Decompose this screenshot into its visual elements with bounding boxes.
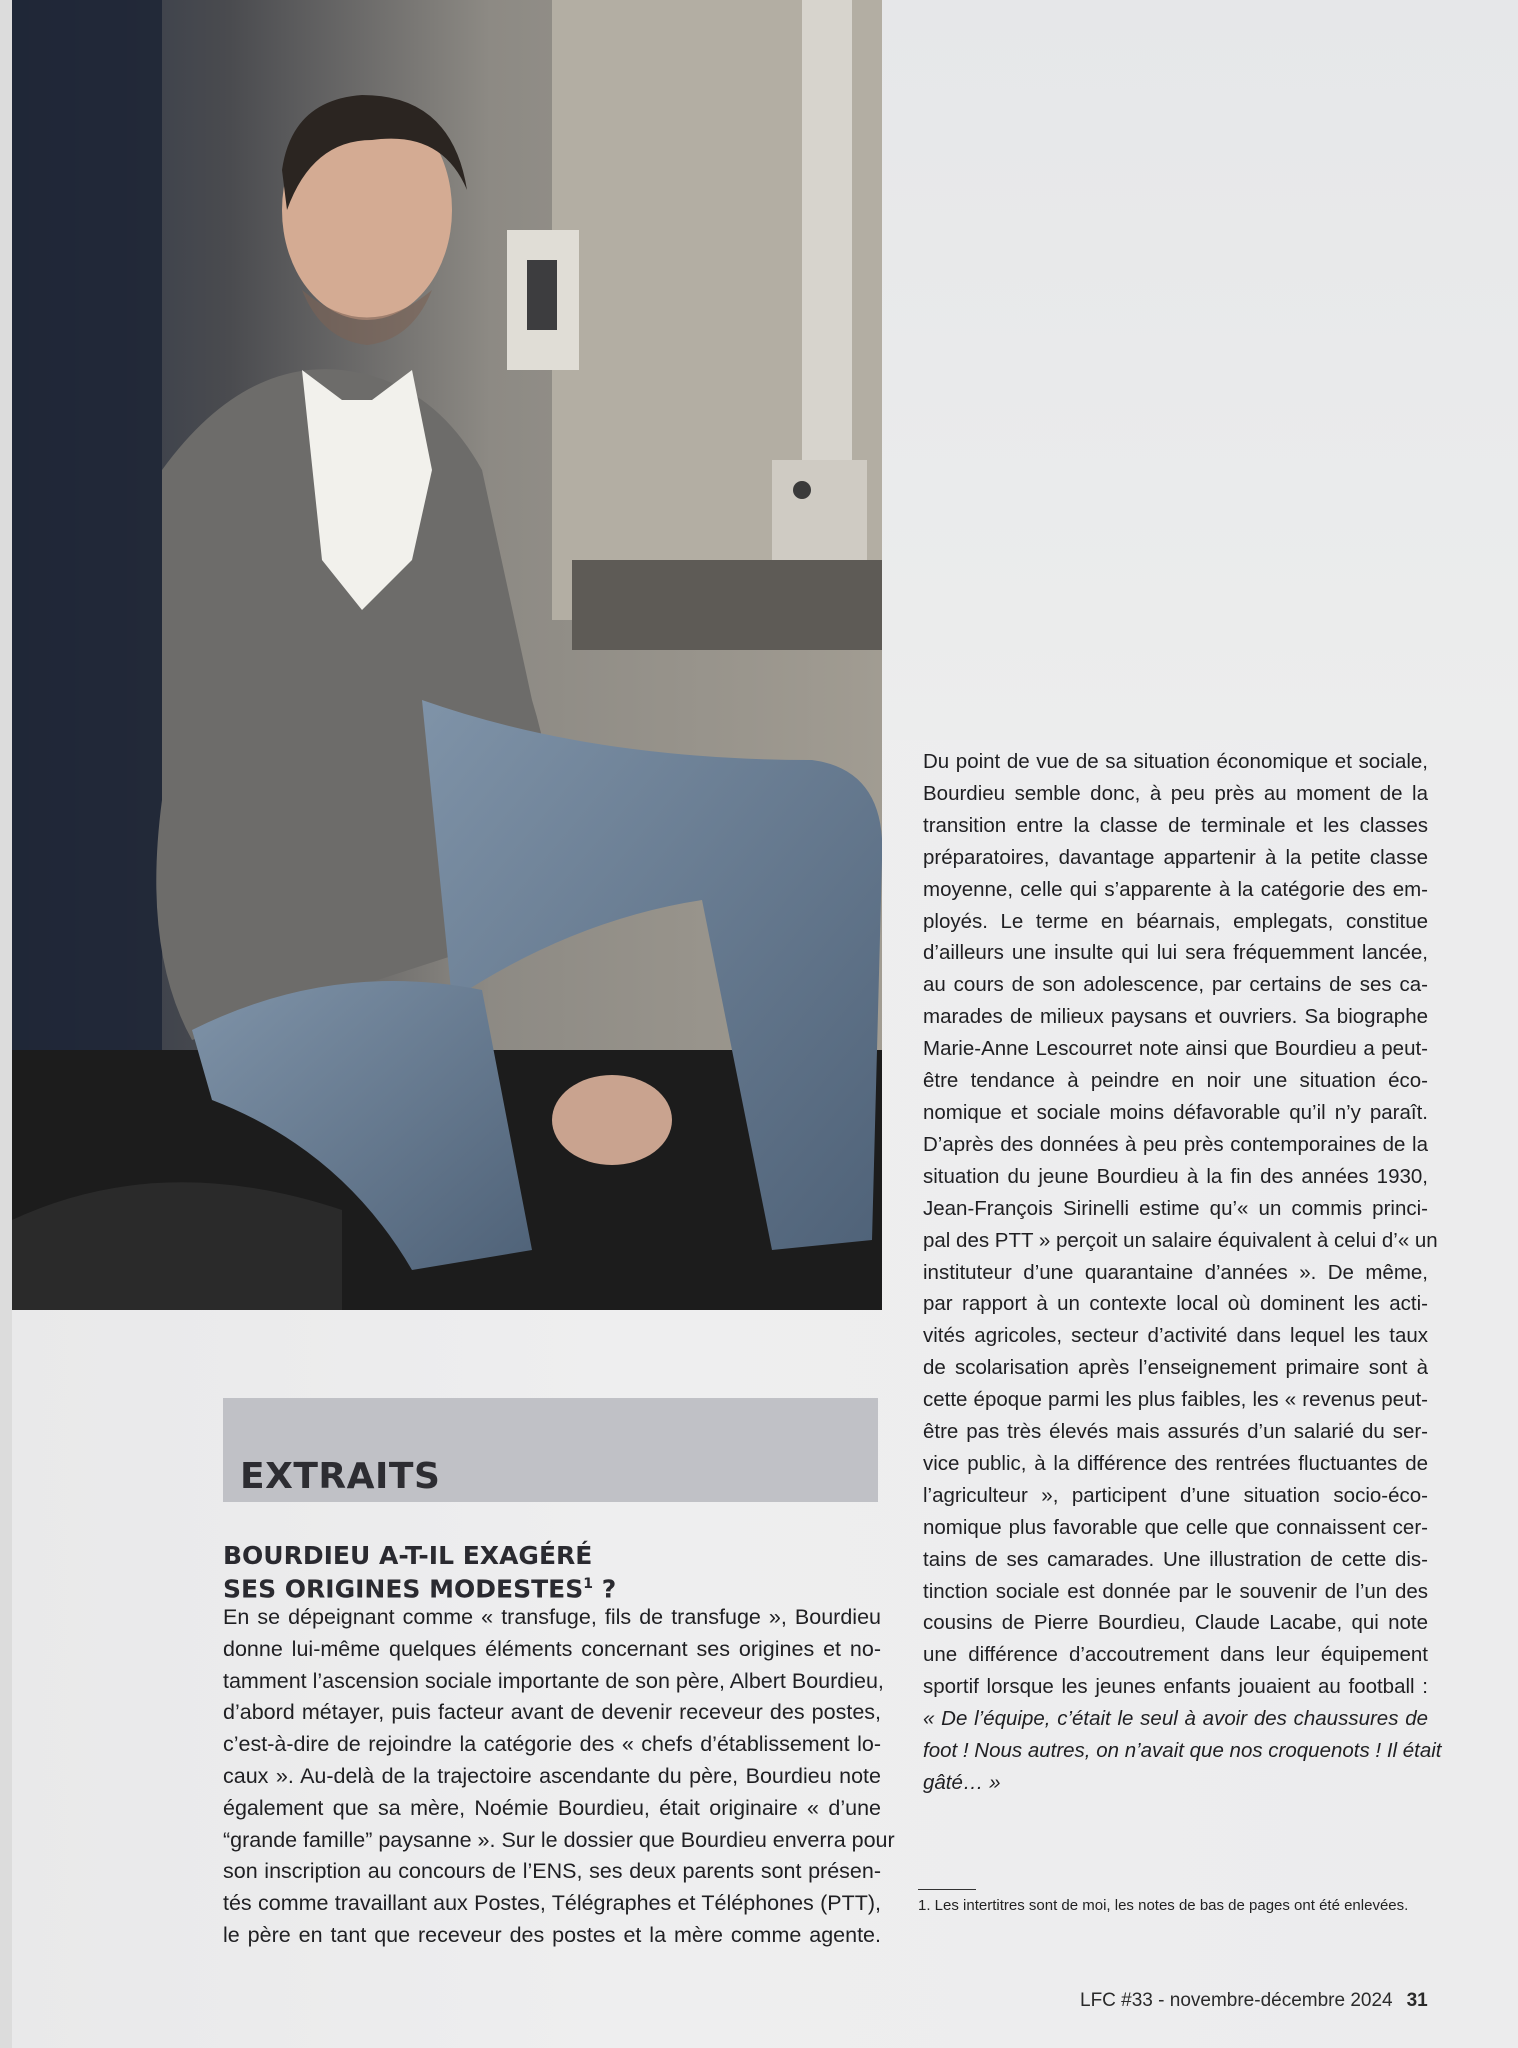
paragraph-line: son inscription au concours de l’ENS, ses deux parents sont présen-: [223, 1859, 881, 1884]
paragraph-line: caux ». Au-delà de la trajectoire ascendante du père, Bourdieu note: [223, 1763, 881, 1788]
paragraph-line: d’ailleurs une insulte qui lui sera fréquemment lancée,: [923, 941, 1428, 965]
paragraph-line: En se dépeignant comme « transfuge, fils de transfuge », Bourdieu: [223, 1605, 881, 1629]
paragraph-line: tamment l’ascension sociale importante de son père, Albert Bourdieu,: [223, 1668, 884, 1693]
portrait-illustration: [12, 0, 882, 1310]
portrait-photo: [12, 0, 882, 1310]
paragraph-line: une différence d’accoutrement dans leur équipement: [923, 1643, 1428, 1667]
footnote-rule: [918, 1889, 976, 1890]
headline-line-1: BOURDIEU A-T-IL EXAGÉRÉ: [223, 1541, 593, 1570]
paragraph-line: être pas très élevés mais assurés d’un salarié du ser-: [923, 1420, 1428, 1444]
paragraph-line: le père en tant que receveur des postes et la mère comme agente.: [223, 1922, 881, 1947]
paragraph-line: instituteur d’une quarantaine d’années ». De même,: [923, 1260, 1428, 1284]
paragraph-line: cousins de Pierre Bourdieu, Claude Lacabe, qui note: [923, 1611, 1428, 1635]
paragraph-line: tains de ses camarades. Une illustration de cette dis-: [923, 1547, 1428, 1571]
quote-line: foot ! Nous autres, on n’avait que nos croquenots ! Il était: [923, 1739, 1442, 1763]
body-text-right-column: [923, 746, 1442, 1799]
article-headline: [223, 1542, 883, 1603]
headline-line-2-end: ?: [592, 1574, 617, 1604]
headline-line-2-text: SES ORIGINES MODESTES: [223, 1574, 584, 1604]
paragraph-line: l’agriculteur », participent d’une situation socio-éco-: [923, 1483, 1428, 1507]
paragraph-line: Marie-Anne Lescourret note ainsi que Bourdieu a peut-: [923, 1037, 1428, 1061]
paragraph-line: moyenne, celle qui s’apparente à la catégorie des em-: [923, 877, 1428, 901]
paragraph-line: au cours de son adolescence, par certains de ses ca-: [923, 973, 1428, 997]
paragraph-line: “grande famille” paysanne ». Sur le dossier que Bourdieu enverra pour: [223, 1827, 895, 1852]
body-text-left-column: [223, 1602, 895, 1952]
paragraph-line: tinction sociale est donnée par le souvenir de l’un des: [923, 1579, 1428, 1603]
paragraph-line: Bourdieu semble donc, à peu près au moment de la: [923, 781, 1428, 805]
paragraph-line: ployés. Le terme en béarnais, emplegats, constitue: [923, 909, 1428, 933]
paragraph-line: donne lui-même quelques éléments concernant ses origines et no-: [223, 1636, 881, 1661]
paragraph-line: pal des PTT » perçoit un salaire équivalent à celui d’« un: [923, 1228, 1438, 1252]
paragraph-line: Du point de vue de sa situation économique et sociale,: [923, 750, 1428, 773]
quote-line: gâté… »: [923, 1771, 1001, 1794]
paragraph-line: sportif lorsque les jeunes enfants jouaient au football :: [923, 1675, 1428, 1699]
paragraph-line: nomique et sociale moins défavorable qu’il n’y paraît.: [923, 1100, 1428, 1124]
paragraph-line: c’est-à-dire de rejoindre la catégorie des « chefs d’établissement lo-: [223, 1732, 881, 1757]
paragraph-line: marades de milieux paysans et ouvriers. Sa biographe: [923, 1005, 1428, 1029]
paragraph-line: Jean-François Sirinelli estime qu’« un commis princi-: [923, 1196, 1428, 1220]
paragraph-line: vice public, à la différence des rentrées fluctuantes de: [923, 1451, 1428, 1475]
issue-info: LFC #33 - novembre-décembre 2024: [1080, 1990, 1393, 2011]
footnote: 1. Les intertitres sont de moi, les notes de bas de pages ont été enlevées.: [918, 1897, 1409, 1914]
quote-line: « De l’équipe, c’était le seul à avoir des chaussures de: [923, 1707, 1428, 1731]
paragraph-line: préparatoires, davantage appartenir à la petite classe: [923, 845, 1428, 869]
paragraph-line: d’abord métayer, puis facteur avant de devenir receveur des postes,: [223, 1700, 881, 1725]
paragraph-line: nomique plus favorable que celle que connaissent cer-: [923, 1515, 1428, 1539]
paragraph-line: également que sa mère, Noémie Bourdieu, était originaire « d’une: [223, 1795, 881, 1820]
paragraph-line: vités agricoles, secteur d’activité dans lequel les taux: [923, 1324, 1428, 1348]
paragraph-line: tés comme travaillant aux Postes, Télégraphes et Téléphones (PTT),: [223, 1891, 881, 1916]
headline-line-2: [223, 1570, 883, 1603]
headline-footnote-ref: 1: [583, 1576, 593, 1592]
page-folio: [1080, 1990, 1428, 2012]
paragraph-line: transition entre la classe de terminale et les classes: [923, 813, 1428, 837]
paragraph-line: être tendance à peindre en noir une situation éco-: [923, 1069, 1428, 1093]
section-label: EXTRAITS: [240, 1456, 441, 1497]
paragraph-line: situation du jeune Bourdieu à la fin des années 1930,: [923, 1164, 1428, 1188]
paragraph-line: de scolarisation après l’enseignement primaire sont à: [923, 1356, 1428, 1380]
paragraph-line: cette époque parmi les plus faibles, les « revenus peut-: [923, 1388, 1428, 1412]
right-empty-area: [882, 0, 1518, 740]
paragraph-line: D’après des données à peu près contemporaines de la: [923, 1132, 1428, 1156]
page-number: 31: [1406, 1990, 1428, 2011]
paragraph-line: par rapport à un contexte local où dominent les acti-: [923, 1292, 1428, 1316]
